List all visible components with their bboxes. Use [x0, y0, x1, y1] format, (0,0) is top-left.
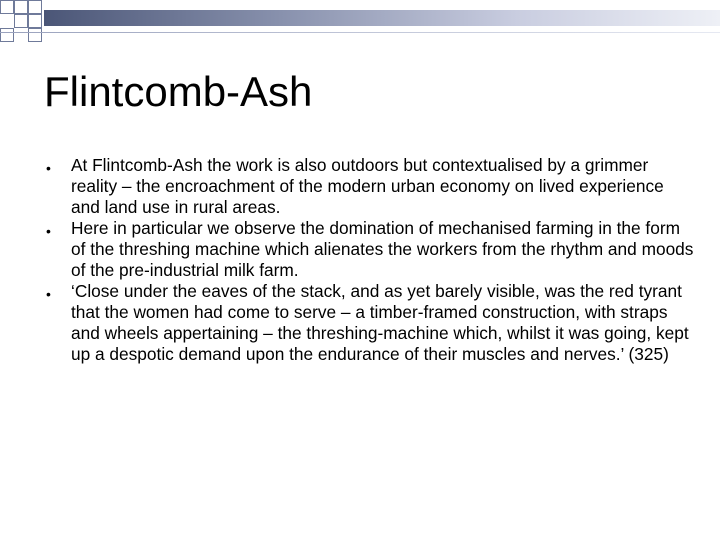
bullet-item: [44, 155, 694, 218]
bullet-text: At Flintcomb-Ash the work is also outdoors but contextualised by a grimmer reality – the encroachment of the modern urban economy on lived experience and land use in rural areas.: [71, 155, 664, 217]
bullet-list: [44, 155, 694, 365]
slide-title: Flintcomb-Ash: [44, 68, 313, 115]
bullet-dot-icon: •: [46, 223, 51, 239]
deco-square: [0, 0, 14, 14]
header-rule: [0, 32, 720, 33]
bullet-item: [44, 281, 694, 365]
deco-square: [28, 14, 42, 28]
header-decoration: [0, 0, 720, 50]
deco-square: [28, 0, 42, 14]
deco-square: [0, 28, 14, 42]
bullet-dot-icon: •: [46, 286, 51, 302]
bullet-item: [44, 218, 694, 281]
deco-square: [14, 14, 28, 28]
bullet-text: Here in particular we observe the domination of mechanised farming in the form of the threshing machine which alienates the workers from the rhythm and moods of the pre-industrial milk farm.: [71, 218, 694, 280]
bullet-text: ‘Close under the eaves of the stack, and as yet barely visible, was the red tyrant that the women had come to serve – a timber-framed construction, with straps and wheels appertaining – the threshing-machine which, whilst it was going, kept up a despotic demand upon the endurance of their muscles and nerves.’ (325): [71, 281, 689, 364]
header-gradient-bar: [44, 10, 720, 26]
deco-square: [28, 28, 42, 42]
bullet-dot-icon: •: [46, 160, 51, 176]
deco-square: [14, 0, 28, 14]
